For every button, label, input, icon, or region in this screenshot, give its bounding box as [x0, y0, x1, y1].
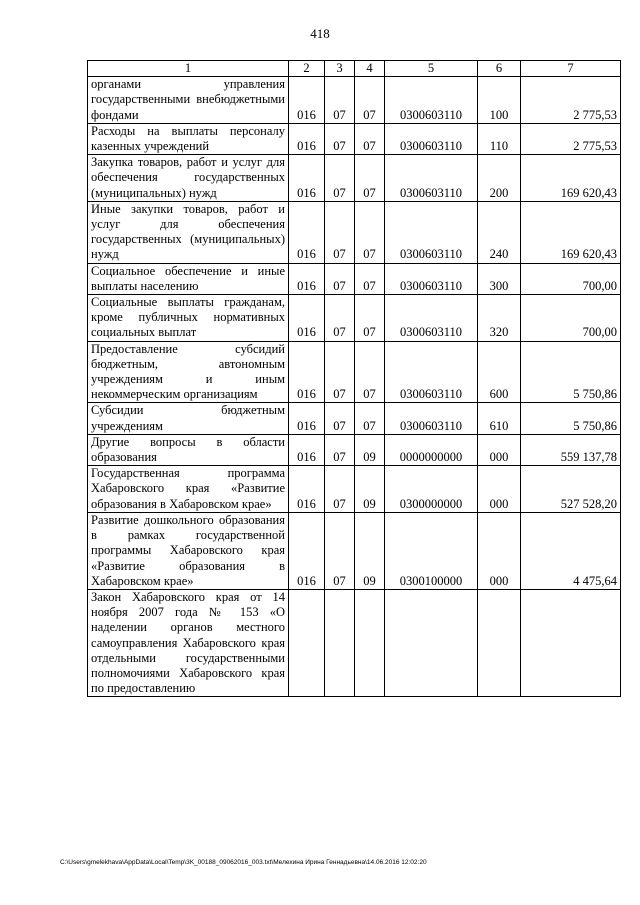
expense-type-cell: 000 [478, 512, 521, 589]
section-cell: 07 [325, 341, 355, 403]
subsection-cell: 07 [355, 155, 385, 202]
table-row [88, 466, 621, 513]
row-name-cell: Социальное обеспечение и иные выплаты населению [88, 263, 289, 294]
row-name-cell: Предоставление субсидий бюджетным, автономным учреждениям и иным некоммерческим организациям [88, 341, 289, 403]
amount-cell: 700,00 [521, 263, 621, 294]
admin-code-cell: 016 [289, 403, 325, 434]
expense-type-cell: 100 [478, 77, 521, 124]
target-article-cell: 0300000000 [385, 466, 478, 513]
expense-type-cell: 200 [478, 155, 521, 202]
table-row [88, 341, 621, 403]
header-cell: 5 [385, 61, 478, 77]
target-article-cell: 0000000000 [385, 434, 478, 465]
section-cell: 07 [325, 155, 355, 202]
subsection-cell: 07 [355, 123, 385, 154]
file-path-footer: C:\Users\gmelekhava\AppData\Local\Temp\3K_00188_09062016_003.txt\Мелехина Ирина Геннадьевна\14.06.2016 12:02:20 [60, 859, 427, 866]
section-cell: 07 [325, 201, 355, 263]
page-number: 418 [310, 26, 330, 41]
admin-code-cell: 016 [289, 201, 325, 263]
header-cell: 4 [355, 61, 385, 77]
amount-cell: 2 775,53 [521, 77, 621, 124]
admin-code-cell: 016 [289, 77, 325, 124]
subsection-cell: 07 [355, 403, 385, 434]
target-article-cell: 0300603110 [385, 295, 478, 342]
target-article-cell: 0300603110 [385, 403, 478, 434]
admin-code-cell: 016 [289, 155, 325, 202]
amount-cell: 2 775,53 [521, 123, 621, 154]
subsection-cell: 09 [355, 466, 385, 513]
section-cell [325, 589, 355, 696]
table-row [88, 403, 621, 434]
target-article-cell: 0300603110 [385, 123, 478, 154]
table-row [88, 295, 621, 342]
subsection-cell: 07 [355, 263, 385, 294]
subsection-cell: 07 [355, 341, 385, 403]
section-cell: 07 [325, 434, 355, 465]
admin-code-cell: 016 [289, 123, 325, 154]
target-article-cell: 0300603110 [385, 263, 478, 294]
section-cell: 07 [325, 403, 355, 434]
amount-cell: 169 620,43 [521, 155, 621, 202]
subsection-cell: 07 [355, 295, 385, 342]
target-article-cell [385, 589, 478, 696]
target-article-cell: 0300603110 [385, 77, 478, 124]
row-name-cell: Социальные выплаты гражданам, кроме публичных нормативных социальных выплат [88, 295, 289, 342]
subsection-cell: 07 [355, 201, 385, 263]
header-cell: 2 [289, 61, 325, 77]
expense-type-cell: 240 [478, 201, 521, 263]
section-cell: 07 [325, 295, 355, 342]
admin-code-cell: 016 [289, 295, 325, 342]
header-cell: 3 [325, 61, 355, 77]
row-name-cell: Расходы на выплаты персоналу казенных учреждений [88, 123, 289, 154]
expense-type-cell: 000 [478, 434, 521, 465]
section-cell: 07 [325, 123, 355, 154]
amount-cell: 5 750,86 [521, 403, 621, 434]
row-name-cell: Другие вопросы в области образования [88, 434, 289, 465]
row-name-cell: Закон Хабаровского края от 14 ноября 2007 года № 153 «О наделении органов местного самоуправления Хабаровского края отдельными государственными полномочиями Хабаровского края по предоставлению [88, 589, 289, 696]
subsection-cell: 09 [355, 434, 385, 465]
expense-type-cell: 110 [478, 123, 521, 154]
subsection-cell: 07 [355, 77, 385, 124]
row-name-cell: органами управления государственными внебюджетными фондами [88, 77, 289, 124]
subsection-cell [355, 589, 385, 696]
admin-code-cell: 016 [289, 263, 325, 294]
admin-code-cell: 016 [289, 466, 325, 513]
expense-type-cell: 600 [478, 341, 521, 403]
table-header-row [88, 61, 621, 77]
table-row [88, 123, 621, 154]
amount-cell: 527 528,20 [521, 466, 621, 513]
table-row [88, 263, 621, 294]
table-row [88, 77, 621, 124]
section-cell: 07 [325, 263, 355, 294]
subsection-cell: 09 [355, 512, 385, 589]
amount-cell: 4 475,64 [521, 512, 621, 589]
amount-cell: 559 137,78 [521, 434, 621, 465]
amount-cell: 700,00 [521, 295, 621, 342]
table-row [88, 201, 621, 263]
row-name-cell: Государственная программа Хабаровского края «Развитие образования в Хабаровском крае» [88, 466, 289, 513]
expense-type-cell: 320 [478, 295, 521, 342]
row-name-cell: Иные закупки товаров, работ и услуг для обеспечения государственных (муниципальных) нужд [88, 201, 289, 263]
budget-table [87, 60, 621, 697]
table-body [88, 77, 621, 697]
amount-cell: 5 750,86 [521, 341, 621, 403]
target-article-cell: 0300603110 [385, 341, 478, 403]
row-name-cell: Развитие дошкольного образования в рамках государственной программы Хабаровского края «Развитие образования в Хабаровском крае» [88, 512, 289, 589]
expense-type-cell: 300 [478, 263, 521, 294]
header-cell: 7 [521, 61, 621, 77]
header-cell: 6 [478, 61, 521, 77]
amount-cell: 169 620,43 [521, 201, 621, 263]
admin-code-cell: 016 [289, 512, 325, 589]
table-row [88, 155, 621, 202]
table-row [88, 589, 621, 696]
expense-type-cell: 000 [478, 466, 521, 513]
admin-code-cell [289, 589, 325, 696]
amount-cell [521, 589, 621, 696]
row-name-cell: Субсидии бюджетным учреждениям [88, 403, 289, 434]
row-name-cell: Закупка товаров, работ и услуг для обеспечения государственных (муниципальных) нужд [88, 155, 289, 202]
admin-code-cell: 016 [289, 341, 325, 403]
section-cell: 07 [325, 512, 355, 589]
target-article-cell: 0300603110 [385, 201, 478, 263]
section-cell: 07 [325, 466, 355, 513]
expense-type-cell: 610 [478, 403, 521, 434]
admin-code-cell: 016 [289, 434, 325, 465]
header-cell: 1 [88, 61, 289, 77]
table-row [88, 512, 621, 589]
expense-type-cell [478, 589, 521, 696]
table-row [88, 434, 621, 465]
target-article-cell: 0300100000 [385, 512, 478, 589]
target-article-cell: 0300603110 [385, 155, 478, 202]
section-cell: 07 [325, 77, 355, 124]
